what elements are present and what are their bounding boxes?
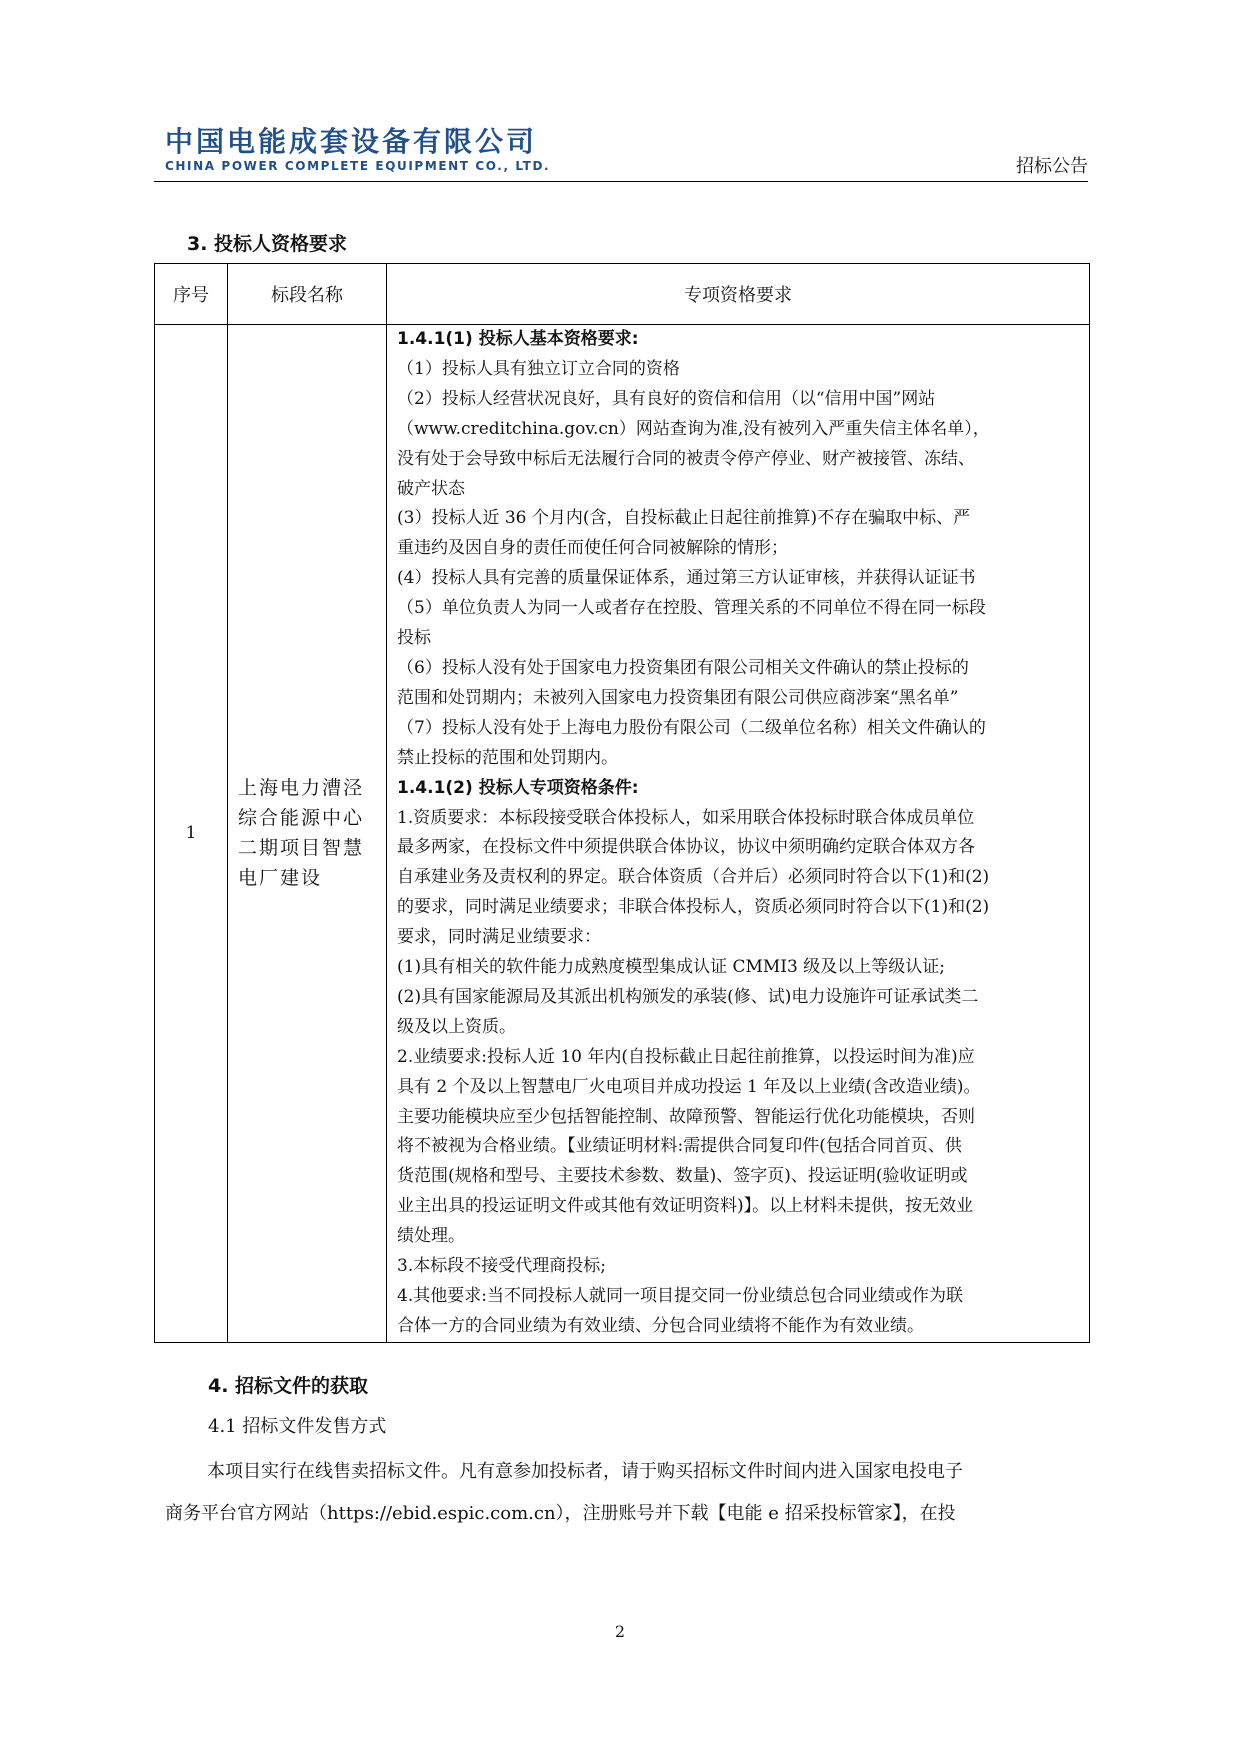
requirement-line: （1）投标人具有独立订立合同的资格: [397, 358, 680, 379]
col-header-section-name: 标段名称: [228, 264, 387, 325]
requirement-line: (1)具有相关的软件能力成熟度模型集成认证 CMMI3 级及以上等级认证;: [397, 957, 945, 978]
requirement-line: （6）投标人没有处于国家电力投资集团有限公司相关文件确认的禁止投标的: [397, 657, 969, 678]
requirement-line: 业主出具的投运证明文件或其他有效证明资料)】。以上材料未提供，按无效业: [397, 1196, 974, 1217]
requirement-line: 没有处于会导致中标后无法履行合同的被责令停产停业、财产被接管、冻结、: [397, 448, 975, 469]
requirement-line: 重违约及因自身的责任而使任何合同被解除的情形；: [397, 538, 788, 559]
qualification-table: [154, 263, 1090, 1343]
section-3-title: 3. 投标人资格要求: [187, 233, 348, 255]
header-divider: [154, 181, 1088, 182]
requirement-line: （5）单位负责人为同一人或者存在控股、管理关系的不同单位不得在同一标段: [397, 598, 986, 619]
requirement-heading: 1.4.1(1) 投标人基本资格要求:: [397, 329, 639, 349]
logo-english-name: CHINA POWER COMPLETE EQUIPMENT CO., LTD.: [165, 159, 551, 173]
requirement-line: 自承建业务及责权利的界定。联合体资质（合并后）必须同时符合以下(1)和(2): [397, 867, 990, 888]
requirement-line: 具有 2 个及以上智慧电厂火电项目并成功投运 1 年及以上业绩(含改造业绩)。: [397, 1076, 981, 1097]
section-name: 上海电力漕泾综合能源中心二期项目智慧电厂建设: [228, 325, 387, 1343]
requirement-line: 破产状态: [397, 478, 465, 499]
requirement-heading: 1.4.1(2) 投标人专项资格条件:: [397, 777, 639, 798]
requirement-line: （7）投标人没有处于上海电力股份有限公司（二级单位名称）相关文件确认的: [397, 717, 986, 738]
section-4-title: 4. 招标文件的获取: [208, 1375, 369, 1397]
requirement-line: 要求，同时满足业绩要求：: [397, 927, 601, 948]
paragraph-line-2: 商务平台官方网站（https://ebid.espic.com.cn），注册账号并下载【电能 e 招采投标管家】，在投: [165, 1503, 956, 1524]
requirement-line: （2）投标人经营状况良好，具有良好的资信和信用（以“信用中国”网站: [397, 388, 936, 409]
requirement-line: 4.其他要求:当不同投标人就同一项目提交同一份业绩总包合同业绩或作为联: [397, 1286, 963, 1306]
document-type: 招标公告: [1016, 156, 1088, 177]
table-row: [155, 325, 1090, 1343]
requirement-line: 的要求，同时满足业绩要求；非联合体投标人，资质必须同时符合以下(1)和(2): [397, 897, 990, 918]
table-header-row: [155, 264, 1090, 325]
paragraph-line-1: [165, 1457, 1085, 1483]
requirement-line: 1.资质要求：本标段接受联合体投标人，如采用联合体投标时联合体成员单位: [397, 807, 975, 828]
requirement-line: 级及以上资质。: [397, 1016, 516, 1037]
requirement-line: 货范围(规格和型号、主要技术参数、数量)、签字页)、投运证明(验收证明或: [397, 1166, 968, 1187]
requirement-line: (4）投标人具有完善的质量保证体系，通过第三方认证审核，并获得认证证书: [397, 568, 976, 589]
logo-chinese-name: 中国电能成套设备有限公司: [165, 125, 538, 158]
paragraph-line-1-text: 本项目实行在线售卖招标文件。凡有意参加投标者，请于购买招标文件时间内进入国家电投电子: [207, 1461, 963, 1482]
requirement-line: 范围和处罚期内；未被列入国家电力投资集团有限公司供应商涉案“黑名单”: [397, 687, 959, 708]
requirement-line: 3.本标段不接受代理商投标;: [397, 1256, 606, 1277]
requirement-line: (3）投标人近 36 个月内(含，自投标截止日起往前推算)不存在骗取中标、严: [397, 508, 971, 529]
requirement-line: (2)具有国家能源局及其派出机构颁发的承装(修、试)电力设施许可证承试类二: [397, 986, 979, 1007]
col-header-no: 序号: [155, 264, 228, 325]
requirements-content: [387, 325, 1090, 1343]
requirement-line: 禁止投标的范围和处罚期内。: [397, 747, 618, 768]
requirement-line: 绩处理。: [397, 1226, 465, 1247]
company-logo: [165, 127, 550, 173]
requirement-line: 投标: [397, 628, 431, 649]
requirement-line: 2.业绩要求:投标人近 10 年内(自投标截止日起往前推算，以投运时间为准)应: [397, 1046, 975, 1067]
requirement-line: 最多两家，在投标文件中须提供联合体协议，协议中须明确约定联合体双方各: [397, 837, 975, 858]
section-4-1-title: 4.1 招标文件发售方式: [208, 1416, 387, 1437]
requirement-line: （www.creditchina.gov.cn）网站查询为准,没有被列入严重失信主体名单），: [397, 418, 990, 439]
page-number: 2: [614, 1622, 626, 1641]
requirement-line: 将不被视为合格业绩。【业绩证明材料:需提供合同复印件(包括合同首页、供: [397, 1136, 962, 1157]
col-header-requirements: 专项资格要求: [387, 264, 1090, 325]
row-number: 1: [155, 325, 228, 1343]
requirement-line: 合体一方的合同业绩为有效业绩、分包合同业绩将不能作为有效业绩。: [397, 1315, 924, 1336]
requirement-line: 主要功能模块应至少包括智能控制、故障预警、智能运行优化功能模块，否则: [397, 1106, 975, 1127]
